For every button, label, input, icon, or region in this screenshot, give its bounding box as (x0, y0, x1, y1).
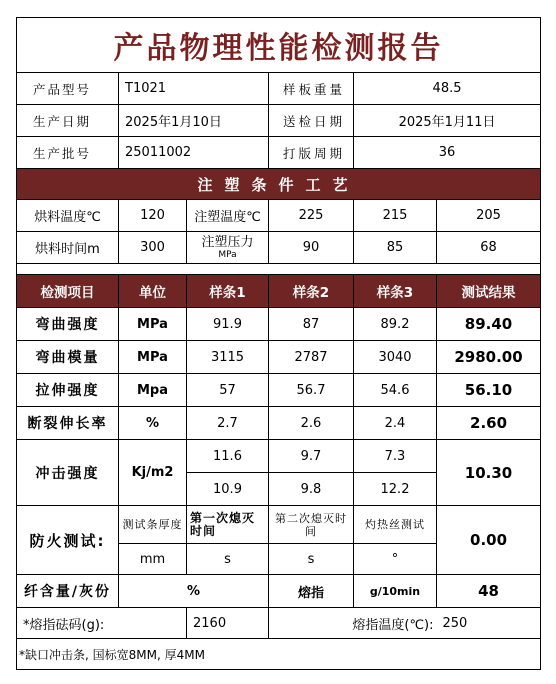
report-sheet (16, 17, 540, 670)
impact-r2-s3: 12.2 (354, 473, 437, 506)
melt-value: 48 (437, 575, 541, 608)
fire-unit-second: s (269, 544, 354, 575)
test-sample-3: 3040 (354, 341, 437, 374)
table-row (17, 341, 541, 374)
mold-temp-3: 205 (437, 200, 541, 232)
mold-temp-2: 215 (354, 200, 437, 232)
test-unit: MPa (119, 341, 187, 374)
mold-temp-1: 225 (269, 200, 354, 232)
report-title: 产品物理性能检测报告 (17, 18, 541, 73)
test-sample-3: 89.2 (354, 308, 437, 341)
test-sample-3: 2.4 (354, 407, 437, 440)
cycle-label: 打版周期 (269, 137, 354, 169)
melt-unit: g/10min (354, 575, 437, 608)
fire-col-thickness: 测试条厚度 (119, 506, 187, 544)
test-unit: Mpa (119, 374, 187, 407)
test-unit: % (119, 407, 187, 440)
process-band: 注塑条件工艺 (17, 169, 541, 200)
fire-name: 防火测试: (17, 506, 119, 575)
batch-label: 生产批号 (17, 137, 119, 169)
dry-time-label: 烘料时间m (17, 232, 119, 264)
test-result: 2.60 (437, 407, 541, 440)
impact-r2-s2: 9.8 (269, 473, 354, 506)
impact-name: 冲击强度 (17, 440, 119, 506)
test-sample-2: 87 (269, 308, 354, 341)
pressure-label-cell (187, 232, 269, 264)
test-sample-1: 91.9 (187, 308, 269, 341)
pressure-2: 85 (354, 232, 437, 264)
melt-temp-value: 250 (437, 608, 541, 639)
test-sample-2: 56.7 (269, 374, 354, 407)
weight-value: 48.5 (354, 73, 541, 105)
fire-col-glow: 灼热丝测试 (354, 506, 437, 544)
pressure-1: 90 (269, 232, 354, 264)
fiber-unit: % (119, 575, 269, 608)
fire-col-second: 第二次熄灭时间 (269, 506, 354, 544)
batch-value: 25011002 (119, 137, 269, 169)
dry-time-value: 300 (119, 232, 187, 264)
dry-temp-value: 120 (119, 200, 187, 232)
spacer-row (17, 264, 541, 275)
test-result: 56.10 (437, 374, 541, 407)
header-sample-1: 样条1 (187, 275, 269, 308)
fiber-row (17, 575, 541, 608)
impact-r1-s1: 11.6 (187, 440, 269, 473)
fiber-name: 纤含量/灰份 (17, 575, 119, 608)
table-row (17, 308, 541, 341)
prod-date-value: 2025年1月10日 (119, 105, 269, 137)
prod-date-label: 生产日期 (17, 105, 119, 137)
test-name: 弯曲模量 (17, 341, 119, 374)
table-row (17, 374, 541, 407)
impact-unit: Kj/m2 (119, 440, 187, 506)
impact-row (17, 440, 541, 473)
impact-r1-s2: 9.7 (269, 440, 354, 473)
mold-temp-label: 注塑温度℃ (187, 200, 269, 232)
test-result: 89.40 (437, 308, 541, 341)
fire-result: 0.00 (437, 506, 541, 575)
model-value: T1021 (119, 73, 269, 105)
report-table (16, 17, 541, 670)
test-sample-3: 54.6 (354, 374, 437, 407)
header-sample-2: 样条2 (269, 275, 354, 308)
melt-temp-label: 熔指温度(℃): (269, 608, 437, 639)
test-result: 2980.00 (437, 341, 541, 374)
test-sample-1: 2.7 (187, 407, 269, 440)
test-sample-2: 2.6 (269, 407, 354, 440)
pressure-3: 68 (437, 232, 541, 264)
impact-r2-s1: 10.9 (187, 473, 269, 506)
model-label: 产品型号 (17, 73, 119, 105)
header-item: 检测项目 (17, 275, 119, 308)
test-sample-1: 57 (187, 374, 269, 407)
test-name: 拉伸强度 (17, 374, 119, 407)
table-row (17, 407, 541, 440)
fire-unit-glow: ° (354, 544, 437, 575)
pressure-label: 注塑压力 (201, 234, 254, 250)
fire-unit-first: s (187, 544, 269, 575)
dry-temp-label: 烘料温度℃ (17, 200, 119, 232)
footnote: *缺口冲击条, 国标宽8MM, 厚4MM (17, 639, 541, 670)
header-sample-3: 样条3 (354, 275, 437, 308)
melt-weight-label: *熔指砝码(g): (17, 608, 187, 639)
send-date-label: 送检日期 (269, 105, 354, 137)
fire-col-first: 第一次熄灭时间 (187, 506, 269, 544)
pressure-unit: MPa (218, 249, 237, 260)
melt-label: 熔指 (269, 575, 354, 608)
header-unit: 单位 (119, 275, 187, 308)
test-name: 断裂伸长率 (17, 407, 119, 440)
test-unit: MPa (119, 308, 187, 341)
send-date-value: 2025年1月11日 (354, 105, 541, 137)
fire-row (17, 506, 541, 544)
test-sample-2: 2787 (269, 341, 354, 374)
test-sample-1: 3115 (187, 341, 269, 374)
fire-unit-thickness: mm (119, 544, 187, 575)
test-name: 弯曲强度 (17, 308, 119, 341)
header-result: 测试结果 (437, 275, 541, 308)
melt-weight-value: 2160 (187, 608, 269, 639)
cycle-value: 36 (354, 137, 541, 169)
impact-result: 10.30 (437, 440, 541, 506)
weight-label: 样板重量 (269, 73, 354, 105)
impact-r1-s3: 7.3 (354, 440, 437, 473)
